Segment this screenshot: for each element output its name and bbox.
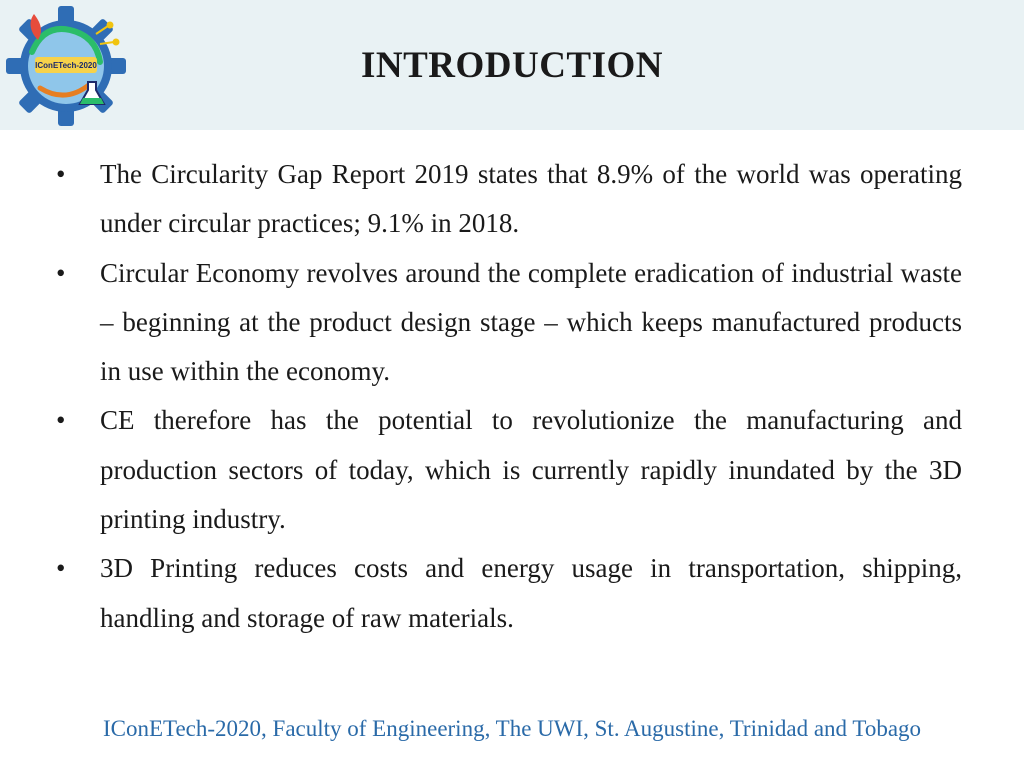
page-title: INTRODUCTION <box>360 45 664 86</box>
bullet-icon: • <box>56 257 66 288</box>
bullet-item <box>56 150 962 249</box>
bullet-text: CE therefore has the potential to revolutionize the manufacturing and production sectors of today, which is currently rapidly inundated by the 3D printing industry. <box>100 405 962 535</box>
bullet-item <box>56 544 962 643</box>
bullet-icon: • <box>56 405 66 436</box>
bullet-text: Circular Economy revolves around the complete eradication of industrial waste – beginning at the product design stage – which keeps manufactured products in use within the economy. <box>100 257 962 387</box>
header-band <box>0 0 1024 130</box>
bullet-list <box>56 150 962 643</box>
bullet-icon: • <box>56 553 66 584</box>
logo-text: IConETech-2020 <box>35 61 97 70</box>
bullet-item <box>56 396 962 544</box>
bullet-text: 3D Printing reduces costs and energy usage in transportation, shipping, handling and storage of raw materials. <box>100 553 962 633</box>
bullet-item <box>56 249 962 397</box>
bullet-icon: • <box>56 159 66 189</box>
bullet-text: The Circularity Gap Report 2019 states that 8.9% of the world was operating under circular practices; 9.1% in 2018. <box>100 159 962 239</box>
footer-text: IConETech-2020, Faculty of Engineering, The UWI, St. Augustine, Trinidad and Tobago <box>102 716 922 741</box>
